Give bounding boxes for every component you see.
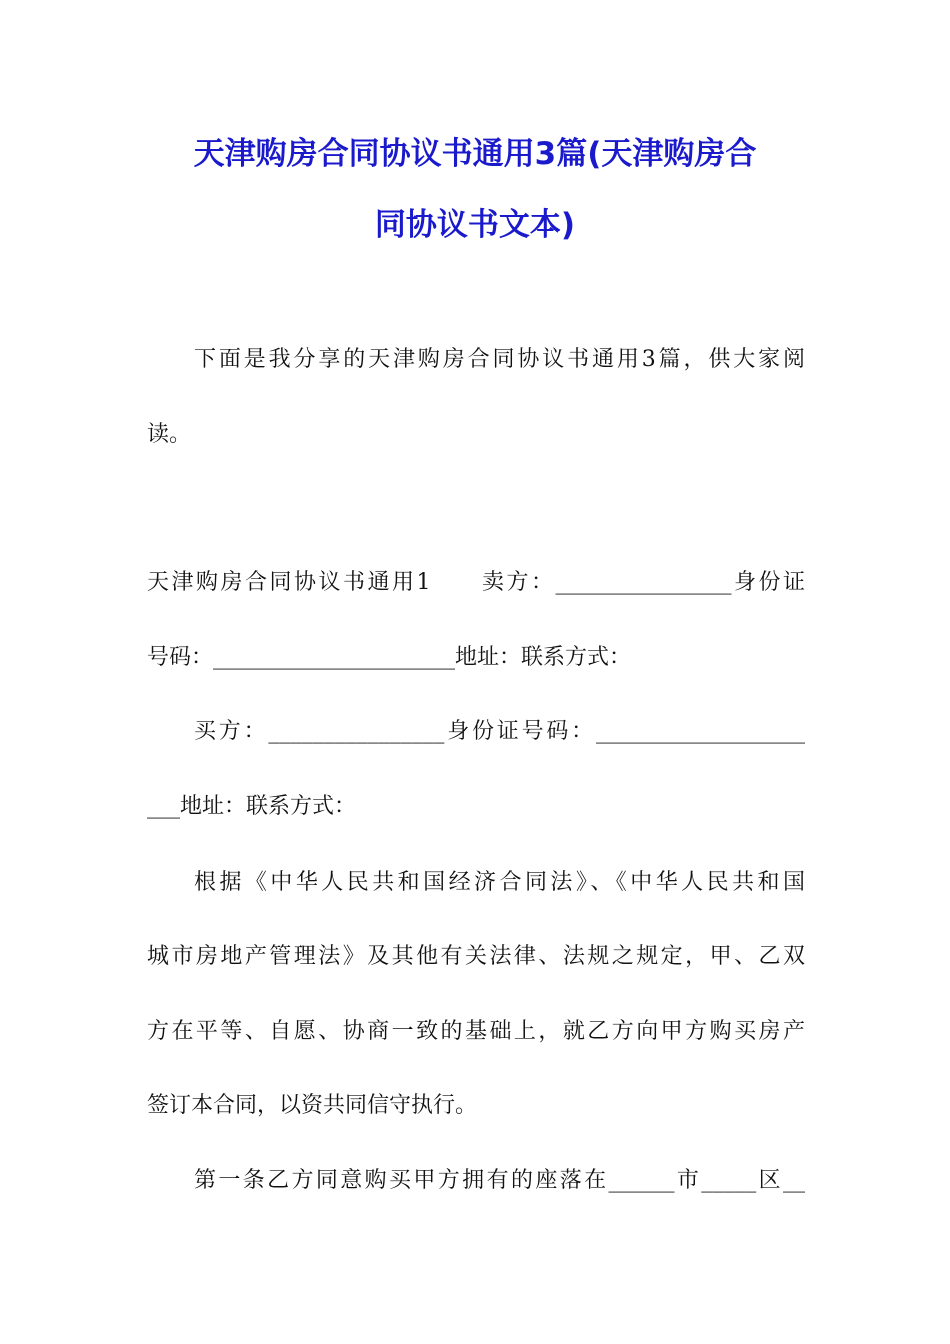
paragraph-line: 买方：________________身份证号码：___________________ bbox=[194, 719, 805, 744]
paragraph-line: 签订本合同，以资共同信守执行。 bbox=[147, 1093, 478, 1118]
paragraph-line: 第一条乙方同意购买甲方拥有的座落在______市_____区__ bbox=[194, 1168, 805, 1193]
paragraph-line: ___地址：联系方式： bbox=[147, 794, 357, 819]
paragraph-line: 下面是我分享的天津购房合同协议书通用3篇，供大家阅 bbox=[194, 347, 805, 372]
paragraph-line: 号码：______________________地址：联系方式： bbox=[147, 645, 632, 670]
paragraph-line: 天津购房合同协议书通用1 卖方：________________身份证 bbox=[147, 570, 805, 595]
paragraph-line: 方在平等、自愿、协商一致的基础上，就乙方向甲方购买房产 bbox=[147, 1019, 805, 1044]
paragraph-line: 城市房地产管理法》及其他有关法律、法规之规定，甲、乙双 bbox=[147, 944, 805, 969]
document-title-line-1: 天津购房合同协议书通用3篇(天津购房合 bbox=[193, 136, 757, 172]
paragraph-line: 根据《中华人民共和国经济合同法》、《中华人民共和国 bbox=[194, 870, 805, 895]
document-title-line-2: 同协议书文本) bbox=[374, 207, 576, 243]
paragraph-line: 读。 bbox=[147, 422, 192, 447]
